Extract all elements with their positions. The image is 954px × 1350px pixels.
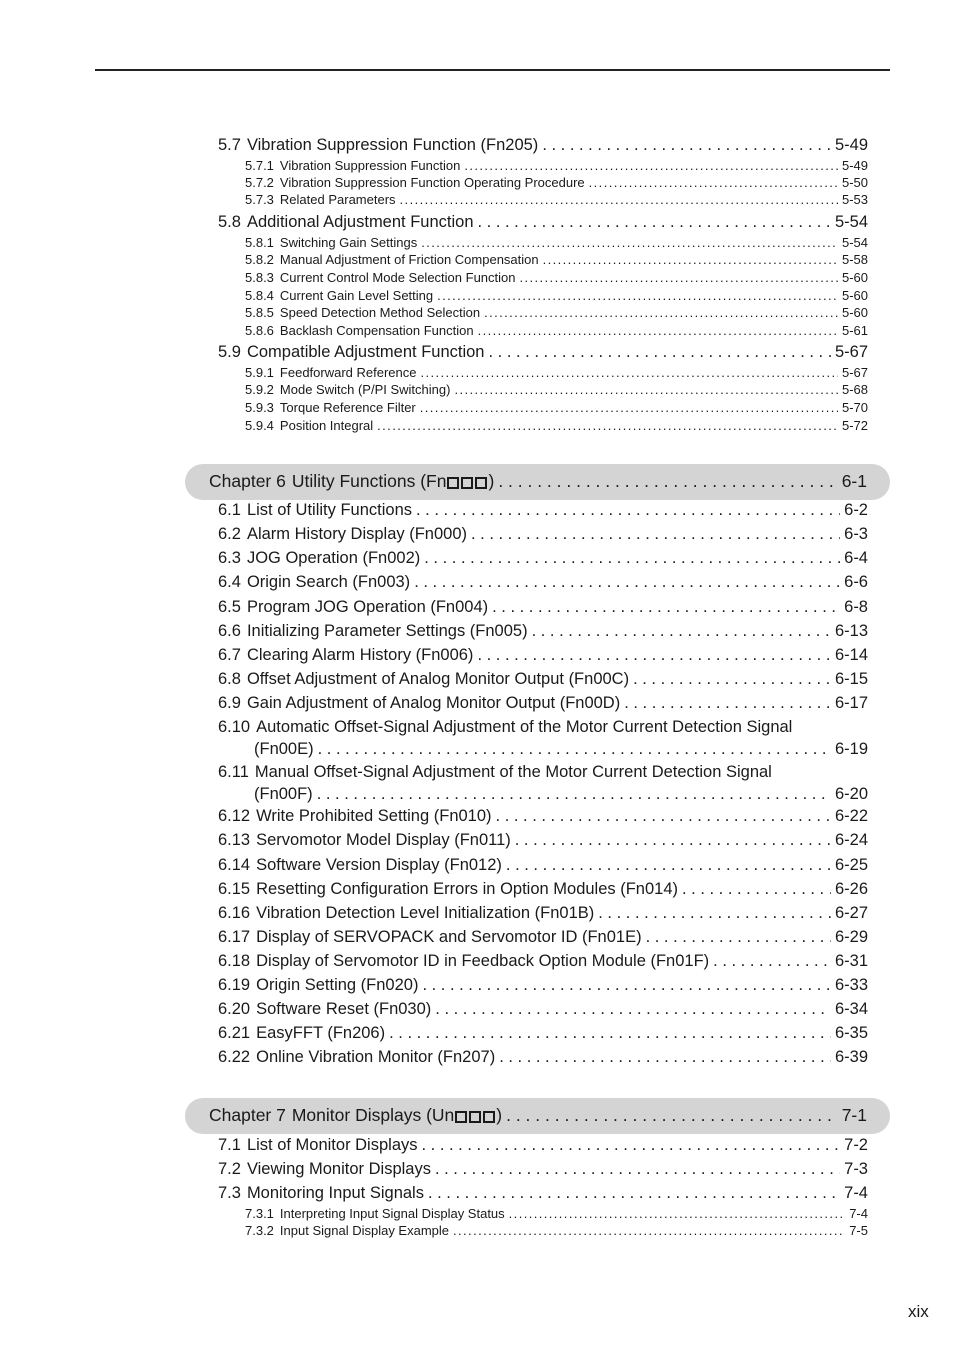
page-ref: 6-13 xyxy=(834,622,868,640)
subsection-title: Input Signal Display Example xyxy=(279,1223,450,1238)
page-ref: 6-33 xyxy=(834,976,868,994)
page-ref: 6-29 xyxy=(834,928,868,946)
toc-section-6-20[interactable] xyxy=(218,1000,868,1022)
toc-section-6-1[interactable] xyxy=(218,501,868,523)
subsection-number: 5.9.1 xyxy=(245,365,274,380)
section-title: Servomotor Model Display (Fn011) xyxy=(256,831,511,849)
toc-section-6-18[interactable] xyxy=(218,952,868,974)
subsection-title: Speed Detection Method Selection xyxy=(279,305,481,320)
section-title: Write Prohibited Setting (Fn010) xyxy=(256,807,492,825)
section-title: Resetting Configuration Errors in Option Modules (Fn014) xyxy=(256,880,678,898)
section-number: 6.8 xyxy=(218,670,241,688)
toc-section-7-2[interactable] xyxy=(218,1160,868,1182)
section-title: Vibration Detection Level Initialization (Fn01B) xyxy=(256,904,595,922)
page-ref: 5-53 xyxy=(841,192,868,207)
page-ref: 6-15 xyxy=(834,670,868,688)
dot-leader xyxy=(318,740,831,759)
page-ref: 6-1 xyxy=(841,471,867,491)
subsection-number: 7.3.2 xyxy=(245,1223,274,1238)
section-number: 7.3 xyxy=(218,1184,241,1202)
toc-section-6-16[interactable] xyxy=(218,904,868,926)
section-title: List of Monitor Displays xyxy=(246,1136,418,1154)
toc-subsection-5-8-4[interactable] xyxy=(245,288,868,305)
toc-subsection-5-9-2[interactable] xyxy=(245,382,868,399)
subsection-number: 5.8.6 xyxy=(245,323,274,338)
dot-leader xyxy=(422,976,831,995)
page-ref: 6-34 xyxy=(834,1000,868,1018)
section-number: 5.9 xyxy=(218,343,241,361)
toc-section-6-21[interactable] xyxy=(218,1024,868,1046)
dot-leader xyxy=(542,136,831,155)
dot-leader xyxy=(506,856,831,875)
placeholder-boxes-icon xyxy=(455,1111,495,1123)
subsection-title: Backlash Compensation Function xyxy=(279,323,474,338)
page-ref: 5-50 xyxy=(841,175,868,190)
chapter-7-entry xyxy=(209,1105,867,1126)
section-title: Alarm History Display (Fn000) xyxy=(246,525,467,543)
toc-subsection-7-3-2[interactable] xyxy=(245,1223,868,1240)
dot-leader xyxy=(414,573,840,592)
page-ref: 5-54 xyxy=(841,235,868,250)
page-ref: 6-3 xyxy=(844,525,868,543)
subsection-number: 5.7.1 xyxy=(245,158,274,173)
page-ref: 7-4 xyxy=(849,1206,868,1221)
section-title-continued: (Fn00E) xyxy=(254,740,314,758)
toc-section-6-2[interactable] xyxy=(218,525,868,547)
toc-section-5-9[interactable] xyxy=(218,343,868,365)
section-title: Initializing Parameter Settings (Fn005) xyxy=(246,622,528,640)
dot-leader xyxy=(633,670,831,689)
section-number: 5.7 xyxy=(218,136,241,154)
dot-leader xyxy=(435,1000,831,1019)
page-ref: 5-67 xyxy=(841,365,868,380)
chapter-title-prefix: Utility Functions (Fn xyxy=(291,471,447,491)
section-number: 6.20 xyxy=(218,1000,251,1018)
page-ref: 7-4 xyxy=(844,1184,868,1202)
subsection-number: 5.8.1 xyxy=(245,235,274,250)
subsection-title: Vibration Suppression Function xyxy=(279,158,461,173)
section-number: 6.7 xyxy=(218,646,241,664)
section-title: Additional Adjustment Function xyxy=(246,213,474,231)
toc-subsection-5-8-6[interactable] xyxy=(245,323,868,340)
page-ref: 5-70 xyxy=(841,400,868,415)
section-number: 6.6 xyxy=(218,622,241,640)
toc-section-6-11[interactable] xyxy=(218,763,868,804)
dot-leader xyxy=(421,365,838,380)
section-number: 6.11 xyxy=(218,763,249,781)
page-ref: 6-14 xyxy=(834,646,868,664)
section-number: 6.21 xyxy=(218,1024,251,1042)
dot-leader xyxy=(389,1024,831,1043)
page-ref: 6-8 xyxy=(844,598,868,616)
dot-leader xyxy=(424,549,840,568)
toc-subsection-5-8-1[interactable] xyxy=(245,235,868,252)
subsection-title: Vibration Suppression Function Operating Procedure xyxy=(279,175,585,190)
subsection-title: Interpreting Input Signal Display Status xyxy=(279,1206,505,1221)
chapter-title-prefix: Monitor Displays (Un xyxy=(291,1105,455,1125)
dot-leader xyxy=(543,252,838,267)
toc-section-6-7[interactable] xyxy=(218,646,868,668)
page-ref: 7-1 xyxy=(841,1105,867,1125)
subsection-number: 5.8.2 xyxy=(245,252,274,267)
subsection-number: 5.7.2 xyxy=(245,175,274,190)
section-title: Monitoring Input Signals xyxy=(246,1184,424,1202)
page-ref: 6-17 xyxy=(834,694,868,712)
header-rule xyxy=(95,69,890,71)
page-ref: 6-26 xyxy=(834,880,868,898)
toc-section-5-8[interactable] xyxy=(218,213,868,235)
dot-leader xyxy=(317,785,831,804)
chapter-label: Chapter 6 xyxy=(209,471,286,491)
toc-section-6-14[interactable] xyxy=(218,856,868,878)
dot-leader xyxy=(624,694,831,713)
dot-leader xyxy=(484,305,838,320)
subsection-title: Current Control Mode Selection Function xyxy=(279,270,516,285)
subsection-title: Feedforward Reference xyxy=(279,365,417,380)
page-ref: 5-72 xyxy=(841,418,868,433)
subsection-number: 5.7.3 xyxy=(245,192,274,207)
section-number: 6.13 xyxy=(218,831,251,849)
dot-leader xyxy=(416,501,840,520)
toc-section-6-19[interactable] xyxy=(218,976,868,998)
dot-leader xyxy=(454,382,838,397)
toc-subsection-5-7-3[interactable] xyxy=(245,192,868,209)
section-title: Origin Setting (Fn020) xyxy=(256,976,419,994)
page-number: xix xyxy=(908,1302,929,1321)
toc-subsection-7-3-1[interactable] xyxy=(245,1206,868,1223)
chapter-7-heading[interactable] xyxy=(185,1098,890,1134)
chapter-6-entry xyxy=(209,471,867,492)
dot-leader xyxy=(478,213,831,232)
toc-section-6-8[interactable] xyxy=(218,670,868,692)
chapter-title xyxy=(292,1105,502,1126)
page-ref: 5-61 xyxy=(841,323,868,338)
page-ref: 5-68 xyxy=(841,382,868,397)
dot-leader xyxy=(400,192,838,207)
page-ref: 6-2 xyxy=(844,501,868,519)
toc-section-7-3[interactable] xyxy=(218,1184,868,1206)
section-number: 6.14 xyxy=(218,856,251,874)
section-number: 7.1 xyxy=(218,1136,241,1154)
dot-leader xyxy=(420,400,838,415)
toc-section-6-10[interactable] xyxy=(218,718,868,759)
section-number: 6.17 xyxy=(218,928,251,946)
dot-leader xyxy=(478,323,838,338)
page-ref: 6-19 xyxy=(834,740,868,758)
section-title: Program JOG Operation (Fn004) xyxy=(246,598,489,616)
section-title: EasyFFT (Fn206) xyxy=(256,1024,386,1042)
page-ref: 5-54 xyxy=(834,213,868,231)
toc-section-7-1[interactable] xyxy=(218,1136,868,1158)
dot-leader xyxy=(646,928,831,947)
page-ref: 5-49 xyxy=(841,158,868,173)
chapter-title-suffix: ) xyxy=(488,471,495,491)
toc-section-5-7[interactable] xyxy=(218,136,868,158)
section-number: 6.3 xyxy=(218,549,241,567)
section-number: 6.19 xyxy=(218,976,251,994)
chapter-title xyxy=(292,471,494,492)
dot-leader xyxy=(421,235,838,250)
dot-leader xyxy=(464,158,838,173)
page-ref: 6-24 xyxy=(834,831,868,849)
subsection-number: 5.8.5 xyxy=(245,305,274,320)
chapter-6-heading[interactable] xyxy=(185,464,890,500)
page-ref: 6-31 xyxy=(834,952,868,970)
toc-subsection-5-7-1[interactable] xyxy=(245,158,868,175)
section-title: Vibration Suppression Function (Fn205) xyxy=(246,136,539,154)
toc-subsection-5-9-4[interactable] xyxy=(245,418,868,435)
dot-leader xyxy=(471,525,840,544)
section-title: Compatible Adjustment Function xyxy=(246,343,485,361)
section-number: 6.15 xyxy=(218,880,251,898)
page-ref: 6-27 xyxy=(834,904,868,922)
subsection-number: 5.8.4 xyxy=(245,288,274,303)
dot-leader xyxy=(488,343,830,362)
dot-leader xyxy=(498,471,837,492)
dot-leader xyxy=(437,288,838,303)
page-ref: 6-35 xyxy=(834,1024,868,1042)
page-ref: 7-5 xyxy=(849,1223,868,1238)
toc-section-6-17[interactable] xyxy=(218,928,868,950)
placeholder-boxes-icon xyxy=(447,477,487,489)
toc-subsection-5-9-1[interactable] xyxy=(245,365,868,382)
toc-section-6-12[interactable] xyxy=(218,807,868,829)
dot-leader xyxy=(428,1184,840,1203)
section-title: Display of SERVOPACK and Servomotor ID (Fn01E) xyxy=(256,928,642,946)
page-ref: 6-22 xyxy=(834,807,868,825)
subsection-title: Position Integral xyxy=(279,418,374,433)
page-ref: 6-39 xyxy=(834,1048,868,1066)
section-title: Display of Servomotor ID in Feedback Option Module (Fn01F) xyxy=(256,952,710,970)
section-title: Viewing Monitor Displays xyxy=(246,1160,431,1178)
subsection-number: 5.8.3 xyxy=(245,270,274,285)
subsection-title: Switching Gain Settings xyxy=(279,235,418,250)
page-ref: 5-60 xyxy=(841,288,868,303)
page-ref: 5-49 xyxy=(834,136,868,154)
subsection-number: 5.9.4 xyxy=(245,418,274,433)
page-ref: 5-67 xyxy=(834,343,868,361)
section-title: Offset Adjustment of Analog Monitor Output (Fn00C) xyxy=(246,670,630,688)
subsection-number: 7.3.1 xyxy=(245,1206,274,1221)
section-number: 6.18 xyxy=(218,952,251,970)
dot-leader xyxy=(477,646,831,665)
section-title: Clearing Alarm History (Fn006) xyxy=(246,646,474,664)
toc-section-6-3[interactable] xyxy=(218,549,868,571)
page-ref: 6-6 xyxy=(844,573,868,591)
dot-leader xyxy=(492,598,840,617)
section-number: 6.9 xyxy=(218,694,241,712)
page-ref: 6-4 xyxy=(844,549,868,567)
dot-leader xyxy=(422,1136,841,1155)
toc-section-6-9[interactable] xyxy=(218,694,868,716)
dot-leader xyxy=(598,904,831,923)
toc-subsection-5-8-3[interactable] xyxy=(245,270,868,287)
toc-section-6-5[interactable] xyxy=(218,598,868,620)
dot-leader xyxy=(515,831,831,850)
toc-subsection-5-9-3[interactable] xyxy=(245,400,868,417)
subsection-title: Manual Adjustment of Friction Compensation xyxy=(279,252,539,267)
section-number: 6.10 xyxy=(218,718,251,736)
dot-leader xyxy=(506,1105,838,1126)
subsection-number: 5.9.2 xyxy=(245,382,274,397)
section-number: 5.8 xyxy=(218,213,241,231)
dot-leader xyxy=(519,270,837,285)
page-ref: 6-20 xyxy=(834,785,868,803)
dot-leader xyxy=(589,175,838,190)
section-title: List of Utility Functions xyxy=(246,501,412,519)
dot-leader xyxy=(435,1160,840,1179)
section-number: 7.2 xyxy=(218,1160,241,1178)
toc-subsection-5-8-2[interactable] xyxy=(245,252,868,269)
section-title-continued: (Fn00F) xyxy=(254,785,313,803)
subsection-title: Related Parameters xyxy=(279,192,396,207)
section-title: Software Reset (Fn030) xyxy=(256,1000,432,1018)
section-number: 6.5 xyxy=(218,598,241,616)
dot-leader xyxy=(377,418,838,433)
section-title: Software Version Display (Fn012) xyxy=(256,856,502,874)
page-ref: 5-58 xyxy=(841,252,868,267)
dot-leader xyxy=(496,807,831,826)
dot-leader xyxy=(682,880,831,899)
section-number: 6.22 xyxy=(218,1048,251,1066)
section-title: JOG Operation (Fn002) xyxy=(246,549,421,567)
dot-leader xyxy=(713,952,831,971)
toc-section-6-6[interactable] xyxy=(218,622,868,644)
page-ref: 5-60 xyxy=(841,305,868,320)
page-ref: 5-60 xyxy=(841,270,868,285)
page-ref: 7-2 xyxy=(844,1136,868,1154)
toc-section-6-13[interactable] xyxy=(218,831,868,853)
section-number: 6.1 xyxy=(218,501,241,519)
chapter-title-suffix: ) xyxy=(496,1105,503,1125)
subsection-number: 5.9.3 xyxy=(245,400,274,415)
section-title: Online Vibration Monitor (Fn207) xyxy=(256,1048,496,1066)
toc-subsection-5-7-2[interactable] xyxy=(245,175,868,192)
dot-leader xyxy=(499,1048,831,1067)
dot-leader xyxy=(453,1223,845,1238)
toc-section-6-22[interactable] xyxy=(218,1048,868,1070)
page-ref: 7-3 xyxy=(844,1160,868,1178)
section-title: Origin Search (Fn003) xyxy=(246,573,411,591)
section-number: 6.4 xyxy=(218,573,241,591)
subsection-title: Torque Reference Filter xyxy=(279,400,416,415)
subsection-title: Current Gain Level Setting xyxy=(279,288,434,303)
section-title: Gain Adjustment of Analog Monitor Output (Fn00D) xyxy=(246,694,621,712)
toc-section-6-4[interactable] xyxy=(218,573,868,595)
section-title: Manual Offset-Signal Adjustment of the Motor Current Detection Signal xyxy=(254,763,772,781)
section-number: 6.2 xyxy=(218,525,241,543)
dot-leader xyxy=(532,622,831,641)
chapter-label: Chapter 7 xyxy=(209,1105,286,1125)
toc-section-6-15[interactable] xyxy=(218,880,868,902)
section-number: 6.12 xyxy=(218,807,251,825)
subsection-title: Mode Switch (P/PI Switching) xyxy=(279,382,451,397)
dot-leader xyxy=(509,1206,846,1221)
page-ref: 6-25 xyxy=(834,856,868,874)
section-title: Automatic Offset-Signal Adjustment of the Motor Current Detection Signal xyxy=(256,718,793,736)
toc-subsection-5-8-5[interactable] xyxy=(245,305,868,322)
section-number: 6.16 xyxy=(218,904,251,922)
